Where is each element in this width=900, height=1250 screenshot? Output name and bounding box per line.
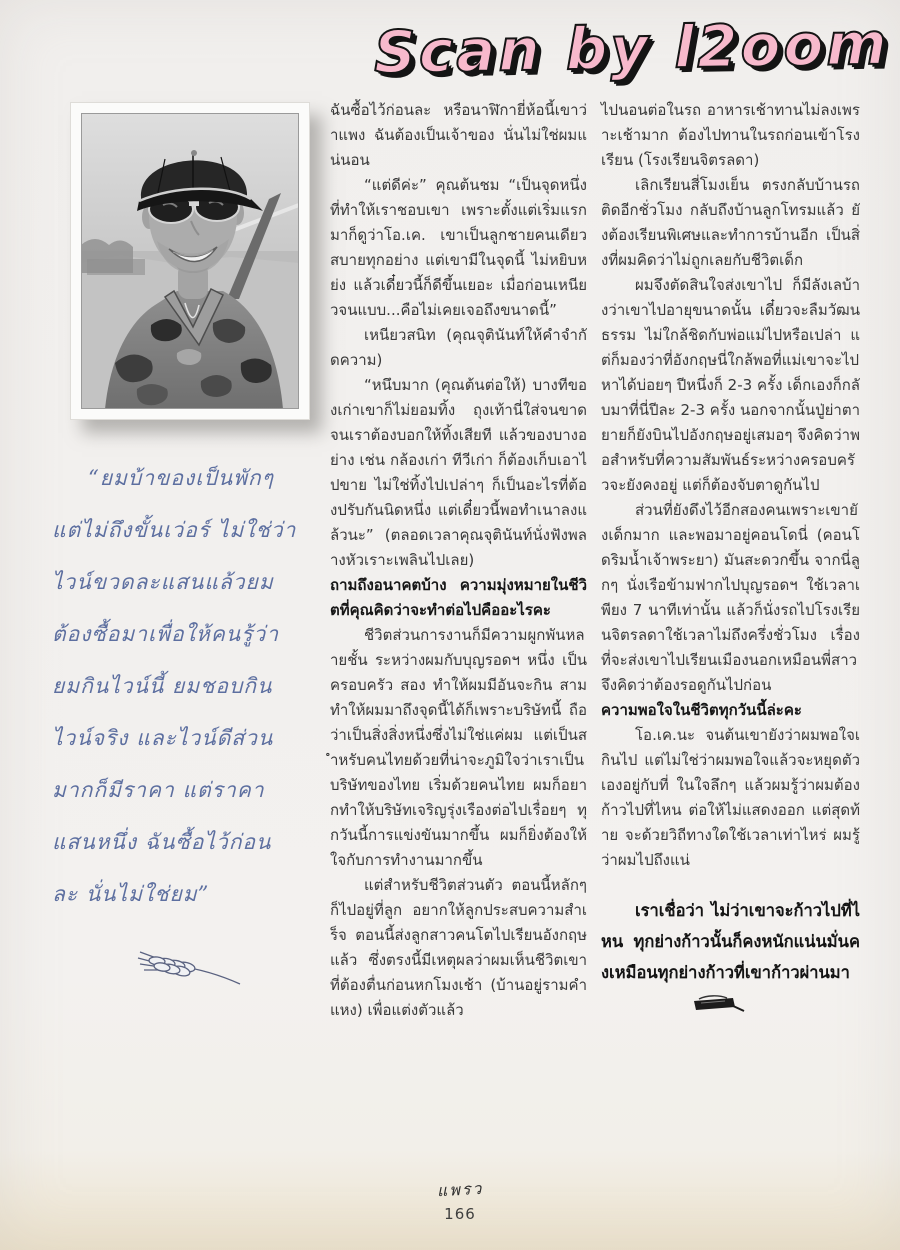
portrait-photo-frame <box>70 102 310 420</box>
portrait-photo <box>81 113 299 409</box>
paragraph: ไปนอนต่อในรถ อาหารเช้าทานไม่ลงเพราะเช้ามาก ต้องไปทานในรถก่อนเข้าโรงเรียน (โรงเรียนจิตรลดา) <box>601 101 860 169</box>
paragraph: ฉันซื้อไว้ก่อนละ หรือนาฬิกายี่ห้อนี้เขาว่าแพง ฉันต้องเป็นเจ้าของ นั่นไม่ใช่ผมแน่นอน <box>330 101 587 169</box>
page-footer <box>330 1178 590 1223</box>
pull-quote-line: แสนหนึ่ง ฉันซื้อไว้ก่อน <box>52 830 272 854</box>
pull-quote-line: ไวน์จริง และไวน์ดีส่วน <box>52 726 274 750</box>
paragraph: โอ.เค.นะ จนต้นเขายังว่าผมพอใจเกินไป แต่ไม่ใช่ว่าผมพอใจแล้วจะหยุดตัวเองอยู่กับที่ ในใจลึกๆ แล้วผมรู้ว่าผมต้องก้าวไปที่ไหน ต่อให้ไม่แสดงออก แต่สุดท้าย จะด้วยวิถีทางใดใช้เวลาเท่าไหร่ ผมรู้ว่าผมไปถึงแน่ <box>601 726 860 869</box>
article-column-middle <box>330 98 587 1023</box>
wheat-ear-icon <box>126 944 244 996</box>
question-heading: ถามถึงอนาคตบ้าง ความมุ่งหมายในชีวิตที่คุณคิดว่าจะทำต่อไปคืออะไรคะ <box>330 576 587 619</box>
pull-quote-line: แต่ไม่ถึงขั้นเว่อร์ ไม่ใช่ว่า <box>52 518 297 542</box>
question-heading: ความพอใจในชีวิตทุกวันนี้ล่ะคะ <box>601 701 802 719</box>
paragraph: ชีวิตส่วนการงานก็มีความผูกพันหลายชั้น ระหว่างผมกับบุญรอดฯ หนึ่ง เป็นครอบครัว สอง ทำให้ผมมีอันจะกิน สาม ทำให้ผมมาถึงจุดนี้ได้ก็เพราะบริษัทนี้ ถือว่าเป็นสิ่งสิ่งหนึ่งซึ่งไม่ใช่แค่ผม แต่เป็นสำหรับคนไทยด้วยที่น่าจะภูมิใจว่าเราเป็นบริษัทของไทย เริ่มด้วยคนไทย ผมก็อยากทำให้บริษัทเจริญรุ่งเรืองต่อไปเรื่อยๆ ทุกวันนี้การแข่งขันมากขึ้น ผมก็ยิ่งต้องให้ใจกับการทำงานมากขึ้น <box>330 626 587 869</box>
paragraph: เลิกเรียนสี่โมงเย็น ตรงกลับบ้านรถติดอีกชั่วโมง กลับถึงบ้านลูกโทรมแล้ว ยังต้องเรียนพิเศษและทำการบ้านอีก เป็นสิ่งที่ผมคิดว่าไม่ถูกเลยกับชีวิตเด็ก <box>601 176 860 269</box>
pull-quote-line: ยมกินไวน์นี้ ยมชอบกิน <box>52 674 273 698</box>
paragraph: “หนึบมาก (คุณต้นต่อให้) บางทีของเก่าเขาก็ไม่ยอมทิ้ง ถุงเท้านี่ใส่จนขาด จนเราต้องบอกให้ทิ้งเสียที แล้วของบางอย่าง เช่น กล้องเก่า ทีวีเก่า ก็ต้องเก็บเอาไปขาย ไม่ใช่ทิ้งไปเปล่าๆ ก็เป็นอะไรที่ต้องปรับกันนิดหนึ่ง แต่เดี๋ยวนี้พอทำเนาลงแล้วนะ” (ตลอดเวลาคุณจุตินันท์นั่งฟังพลางหัวเราะเพลินไปเลย) <box>330 376 587 569</box>
pull-quote-line: ละ นั่นไม่ใช่ยม” <box>52 882 210 906</box>
pull-quote-line: ต้องซื้อมาเพื่อให้คนรู้ว่า <box>52 622 279 646</box>
pull-quote-line: “ยมบ้าของเป็นพักๆ <box>88 466 274 490</box>
scan-watermark: Scan by l2oom <box>373 9 891 87</box>
magazine-logo-script: แพรว <box>436 1178 484 1201</box>
page-number: 166 <box>444 1205 476 1223</box>
pull-quote <box>52 452 328 920</box>
end-marker-pen-icon <box>689 994 860 1022</box>
paragraph: แต่สำหรับชีวิตส่วนตัว ตอนนี้หลักๆ ก็ไปอยู่ที่ลูก อยากให้ลูกประสบความสำเร็จ ตอนนี้ส่งลูกสาวคนโตไปเรียนอังกฤษแล้ว ซึ่งตรงนี้มีเหตุผลว่าผมเห็นชีวิตเขาที่ต้องตื่นก่อนหกโมงเช้า (บ้านอยู่รามคำแหง) เพื่อแต่งตัวแล้ว <box>330 876 587 1019</box>
paragraph: “แต่ดีค่ะ” คุณต้นชม “เป็นจุดหนึ่งที่ทำให้เราชอบเขา เพราะตั้งแต่เริ่มแรกมาก็ดูว่าโอ.เค. เขาเป็นลูกชายคนเดียว สบายทุกอย่าง แต่เขามีในจุดนี้ ไม่หยิบหย่ง แล้วเดี๋ยวนี้ก็ดีขึ้นเยอะ เมื่อก่อนเหนียวจนแบบ...คือไม่เคยเจอถึงขนาดนี้” <box>330 176 587 319</box>
article-column-right <box>601 98 860 1022</box>
paragraph: ส่วนที่ยังดึงไว้อีกสองคนเพราะเขายังเด็กมาก และพอมาอยู่คอนโดนี่ (คอนโดริมน้ำเจ้าพระยา) มันสะดวกขึ้น จากนี่ลูกๆ นั่งเรือข้ามฟากไปบุญรอดฯ ใช้เวลาเพียง 7 นาทีเท่านั้น แล้วก็นั่งรถไปโรงเรียนจิตรลดาใช้เวลาไม่ถึงครึ่งชั่วโมง เรื่องที่จะส่งเขาไปเรียนเมืองนอกเหมือนพี่สาวจึงคิดว่าต้องรอดูกันไปก่อน <box>601 501 860 694</box>
closing-paragraph: เราเชื่อว่า ไม่ว่าเขาจะก้าวไปที่ไหน ทุกย่างก้าวนั้นก็คงหนักแน่นมั่นคงเหมือนทุกย่างก้าวที่เขาก้าวผ่านมา <box>601 901 860 982</box>
pull-quote-line: มากก็มีราคา แต่ราคา <box>52 778 265 802</box>
paragraph: เหนียวสนิท (คุณจุตินันท์ให้คำจำกัดความ) <box>330 326 587 369</box>
pull-quote-line: ไวน์ขวดละแสนแล้วยม <box>52 570 274 594</box>
paragraph: ผมจึงตัดสินใจส่งเขาไป ก็มีลังเลบ้างว่าเขาไปอายุขนาดนั้น เดี๋ยวจะลืมวัฒนธรรม ไม่ใกล้ชิดกับพ่อแม่ไปหรือเปล่า แต่ก็มองว่าที่อังกฤษนี่ใกล้พอที่แม่เขาจะไปหาได้บ่อยๆ ปีหนึ่งก็ 2-3 ครั้ง เด็กเองก็กลับมาที่นี่ปีละ 2-3 ครั้ง นอกจากนั้นปู่ย่าตายายก็ยังบินไปอังกฤษอยู่เสมอๆ จึงคิดว่าพอสำหรับที่ความสัมพันธ์ระหว่างครอบครัวจะยังคงอยู่ แต่ก็ต้องจับตาดูกันไป <box>601 276 861 494</box>
